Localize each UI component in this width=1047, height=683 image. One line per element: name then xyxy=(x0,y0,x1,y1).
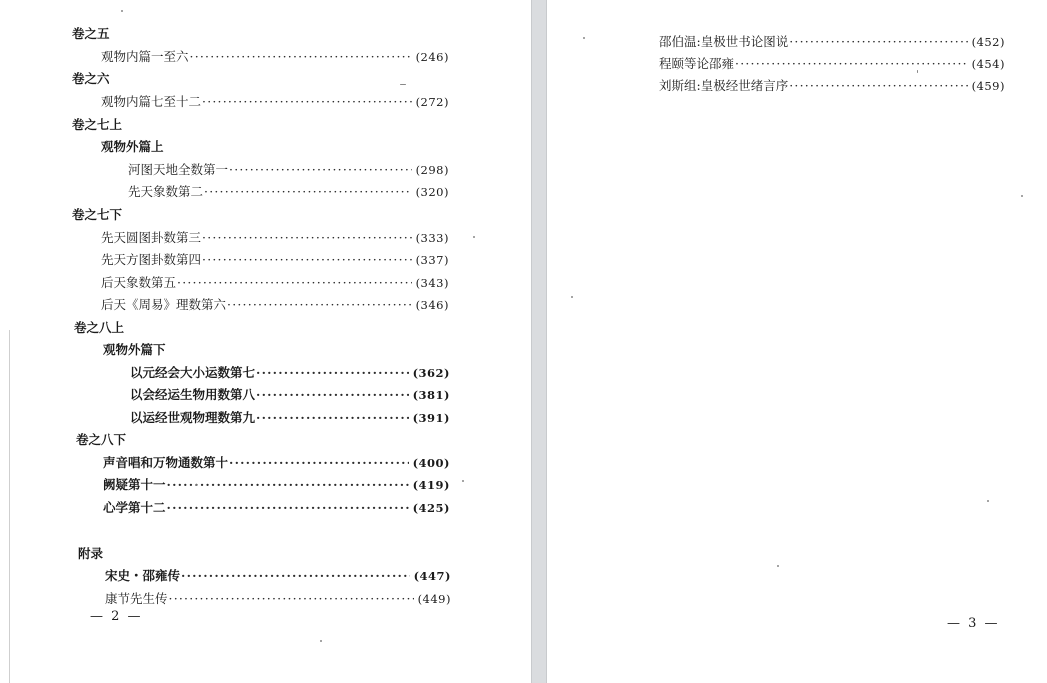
leader-dots xyxy=(227,294,412,316)
leader-dots xyxy=(204,181,412,203)
toc-entry xyxy=(105,565,451,587)
toc-entry-page: (333) xyxy=(415,231,449,245)
toc-entry-page: (400) xyxy=(412,456,450,470)
toc-entry-label: 以元经会大小运数第七 xyxy=(130,365,256,380)
toc-entry xyxy=(103,452,450,474)
toc-entry-label: 邵伯温:皇极世书论图说 xyxy=(659,34,789,49)
toc-entry-label: 河图天地全数第一 xyxy=(128,162,229,177)
toc-entry-label: 先天象数第二 xyxy=(128,184,204,199)
toc-entry xyxy=(659,53,1005,75)
toc-entry-page: (419) xyxy=(412,478,450,492)
leader-dots xyxy=(256,362,409,384)
leader-dots xyxy=(735,53,968,75)
toc-entry-page: (337) xyxy=(415,253,449,267)
leader-dots xyxy=(202,249,412,271)
page-number: — 2 — xyxy=(90,609,143,624)
toc-entry-label: 后天象数第五 xyxy=(101,275,177,290)
page-number: — 3 — xyxy=(947,616,1000,631)
toc-entry-page: (452) xyxy=(971,35,1005,49)
toc-subheading: 观物外篇上 xyxy=(101,139,164,154)
leader-dots xyxy=(202,227,412,249)
right-page xyxy=(559,0,1047,683)
toc-entry-label: 后天《周易》理数第六 xyxy=(101,297,227,312)
toc-entry xyxy=(101,272,449,294)
toc-entry-page: (320) xyxy=(415,185,449,199)
toc-entry-label: 康节先生传 xyxy=(105,591,168,606)
toc-entry-label: 先天方图卦数第四 xyxy=(101,252,202,267)
leader-dots xyxy=(202,91,412,113)
page-edge-rule xyxy=(9,330,10,683)
toc-entry-label: 观物内篇七至十二 xyxy=(101,94,202,109)
toc-entry-label: 心学第十二 xyxy=(103,500,166,515)
toc-entry-page: (454) xyxy=(971,57,1005,71)
toc-entry-page: (447) xyxy=(413,569,451,583)
toc-entry-label: 观物内篇一至六 xyxy=(101,49,189,64)
leader-dots xyxy=(229,159,412,181)
toc-entry xyxy=(101,294,449,316)
toc-entry-page: (298) xyxy=(415,163,449,177)
toc-entry-page: (246) xyxy=(415,50,449,64)
toc-heading: 卷之八下 xyxy=(76,432,127,447)
toc-entry-label: 刘斯组:皇极经世绪言序 xyxy=(659,78,789,93)
toc-heading: 卷之七下 xyxy=(72,207,123,222)
leader-dots xyxy=(167,474,409,496)
leader-dots xyxy=(256,407,409,429)
toc-entry-label: 以运经世观物理数第九 xyxy=(130,410,256,425)
leader-dots xyxy=(789,75,967,97)
toc-entry-page: (449) xyxy=(417,592,451,606)
leader-dots xyxy=(169,588,414,610)
leader-dots xyxy=(256,384,409,406)
toc-entry xyxy=(101,91,449,113)
toc-entry-page: (459) xyxy=(971,79,1005,93)
toc-entry xyxy=(105,588,451,610)
toc-entry xyxy=(103,497,450,519)
toc-entry-page: (343) xyxy=(415,276,449,290)
toc-entry-label: 以会经运生物用数第八 xyxy=(130,387,256,402)
leader-dots xyxy=(190,46,412,68)
toc-entry-page: (346) xyxy=(415,298,449,312)
toc-heading: 卷之五 xyxy=(72,26,110,41)
toc-entry xyxy=(101,227,449,249)
toc-entry xyxy=(659,75,1005,97)
toc-entry xyxy=(130,407,450,429)
toc-heading: 卷之七上 xyxy=(72,117,123,132)
toc-entry-page: (425) xyxy=(412,501,450,515)
toc-entry xyxy=(103,474,450,496)
toc-entry-label: 声音唱和万物通数第十 xyxy=(103,455,229,470)
toc-entry xyxy=(101,249,449,271)
toc-entry-page: (272) xyxy=(415,95,449,109)
toc-subheading: 观物外篇下 xyxy=(103,342,166,357)
toc-entry-label: 宋史・邵雍传 xyxy=(105,568,181,583)
toc-heading: 附录 xyxy=(78,546,104,561)
toc-entry-label: 先天圆图卦数第三 xyxy=(101,230,202,245)
toc-entry xyxy=(101,46,449,68)
toc-entry xyxy=(128,181,449,203)
leader-dots xyxy=(167,497,409,519)
toc-entry xyxy=(130,362,450,384)
toc-heading: 卷之六 xyxy=(72,71,110,86)
toc-entry-page: (362) xyxy=(412,366,450,380)
toc-entry-label: 阙疑第十一 xyxy=(103,477,166,492)
leader-dots xyxy=(181,565,410,587)
toc-entry-page: (381) xyxy=(412,388,450,402)
toc-heading: 卷之八上 xyxy=(74,320,125,335)
toc-entry-label: 程颐等论邵雍 xyxy=(659,56,735,71)
toc-entry-page: (391) xyxy=(412,411,450,425)
leader-dots xyxy=(789,31,967,53)
leader-dots xyxy=(229,452,409,474)
leader-dots xyxy=(177,272,412,294)
page-divider xyxy=(531,0,547,683)
toc-entry xyxy=(659,31,1005,53)
toc-entry xyxy=(128,159,449,181)
toc-entry xyxy=(130,384,450,406)
